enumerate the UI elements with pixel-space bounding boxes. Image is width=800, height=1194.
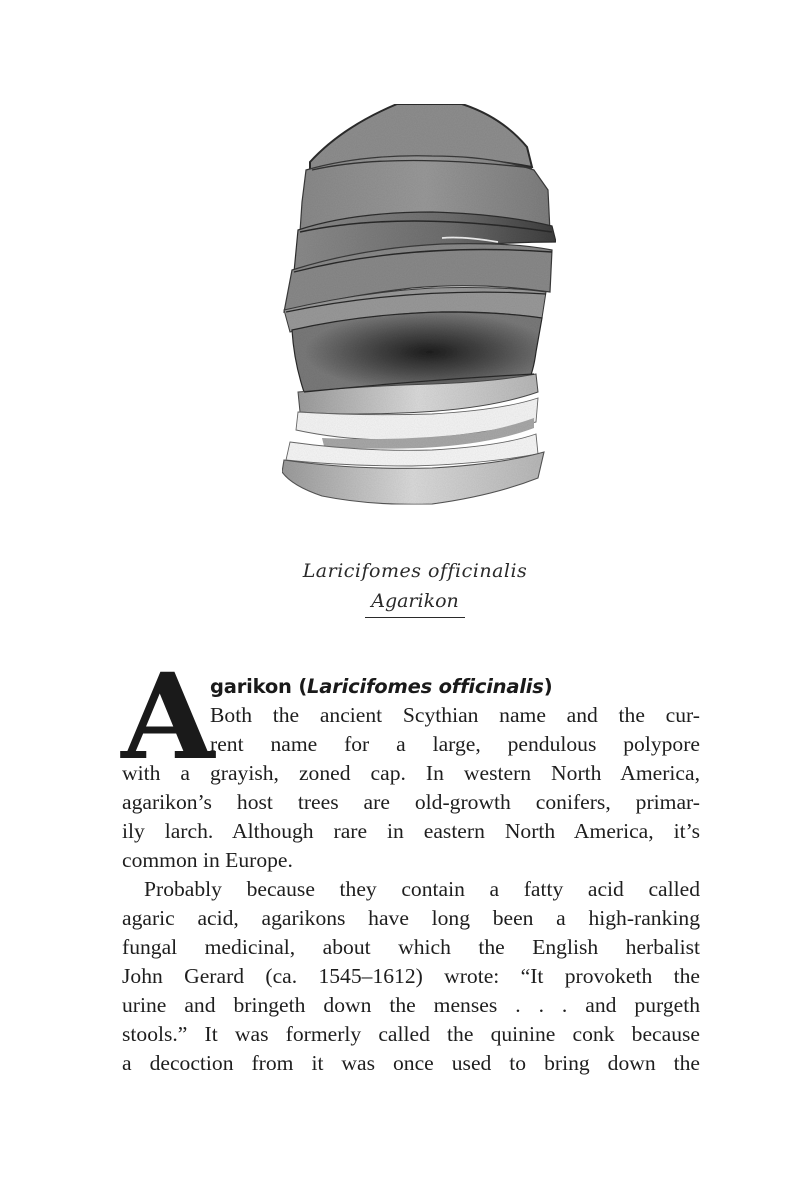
text-line: agaric acid, agarikons have long been a high-ranking: [122, 906, 700, 930]
heading-scientific-name: Laricifomes officinalis: [307, 675, 544, 698]
agarikon-illustration: [262, 92, 562, 512]
text-line: fungal medicinal, about which the English herbalist: [122, 935, 700, 959]
text-line: common in Europe.: [122, 848, 293, 872]
text-line: Both the ancient Scythian name and the cur-: [210, 703, 700, 727]
caption-latin-name: Laricifomes officinalis: [302, 560, 528, 582]
text-line: Probably because they contain a fatty acid called: [144, 877, 700, 901]
illustration-caption: [250, 556, 580, 618]
agarikon-entry: [121, 647, 700, 1078]
entry-heading: [210, 672, 700, 701]
text-line: ily larch. Although rare in eastern North America, it’s: [122, 819, 700, 843]
drop-cap: A: [121, 647, 215, 786]
caption-common-name: Agarikon: [365, 586, 465, 618]
heading-close-paren: ): [543, 675, 553, 698]
paragraph-2: [122, 875, 700, 1078]
text-line: rent name for a large, pendulous polypore: [210, 732, 700, 756]
text-line: urine and bringeth down the menses . . . and purgeth: [122, 993, 700, 1017]
text-line: agarikon’s host trees are old-growth conifers, primar-: [122, 790, 700, 814]
text-line: a decoction from it was once used to bring down the: [122, 1051, 700, 1075]
text-line: John Gerard (ca. 1545–1612) wrote: “It provoketh the: [122, 964, 700, 988]
text-line: stools.” It was formerly called the quinine conk because: [122, 1022, 700, 1046]
heading-common-name: garikon (: [210, 675, 308, 698]
text-line: with a grayish, zoned cap. In western North America,: [122, 761, 700, 785]
